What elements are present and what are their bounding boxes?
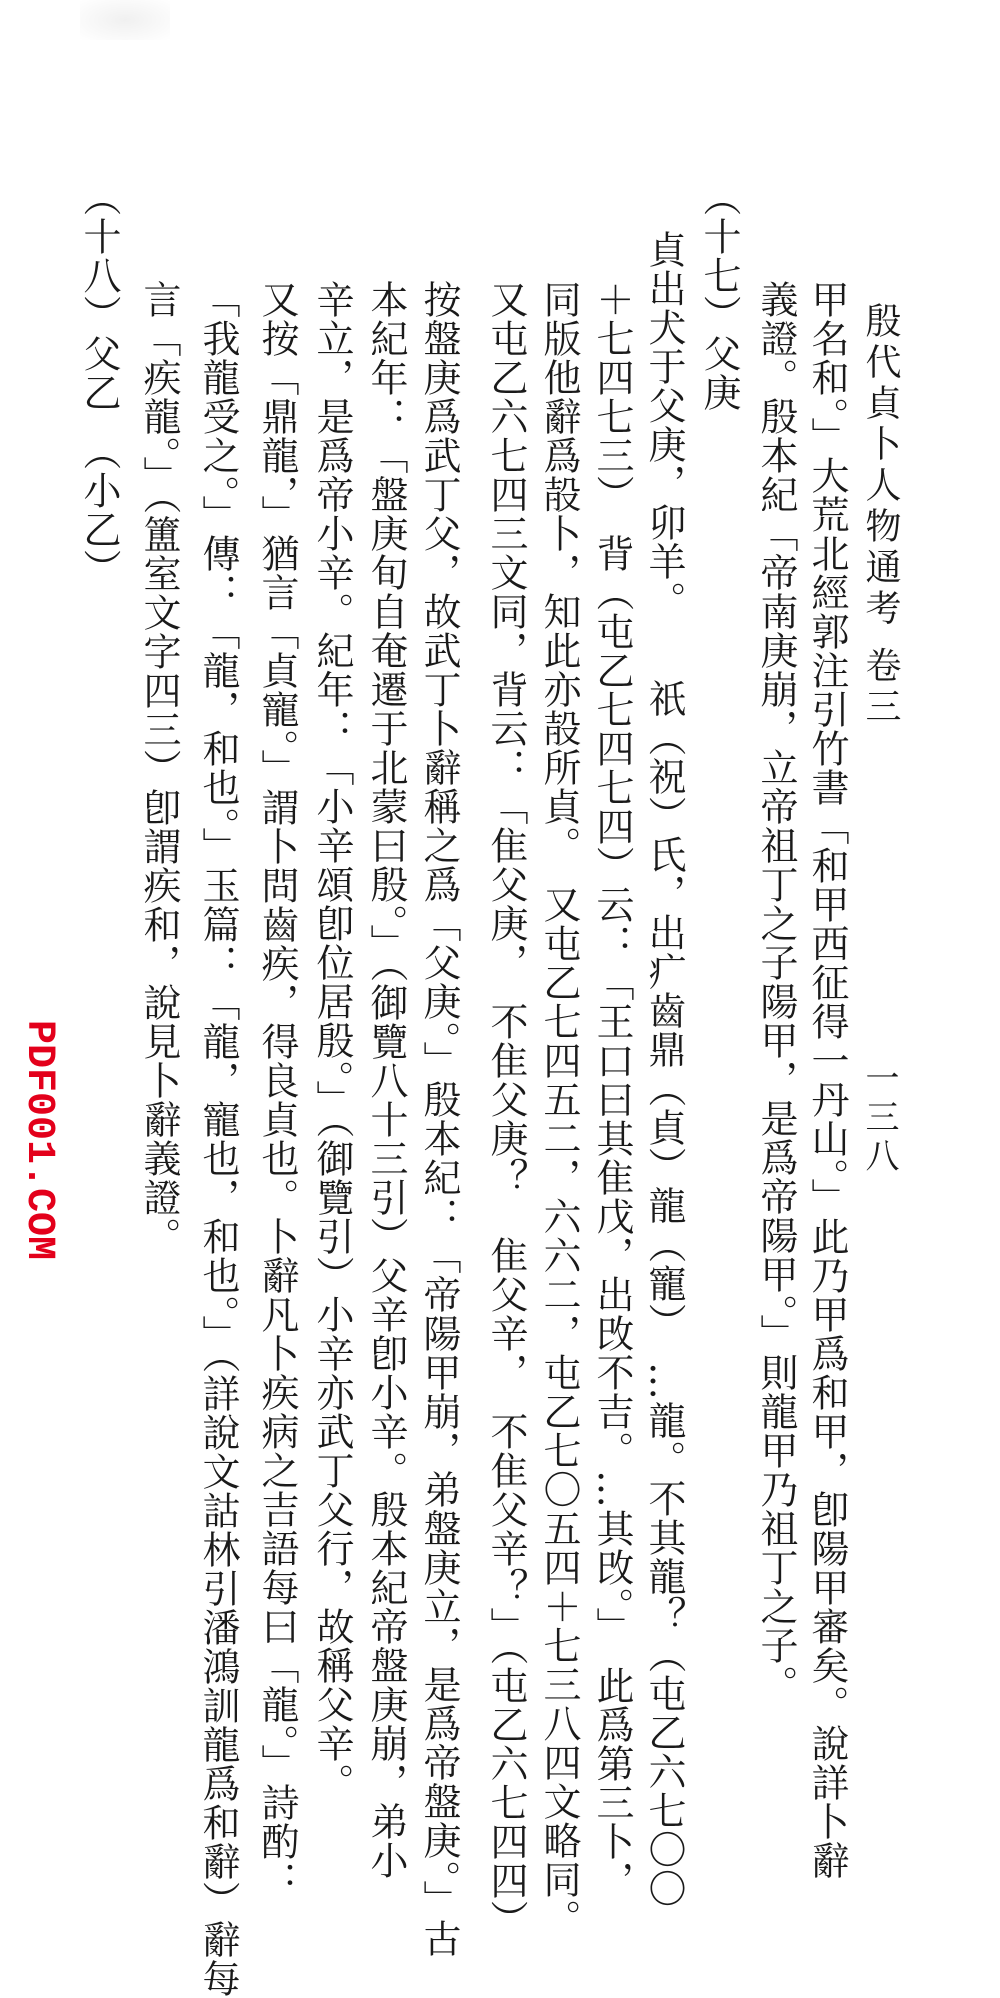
text-column-3: 貞出犬于父庚，卯羊。 祇（祝）氏，出疒齒鼎（貞）龍（寵） …龍。不其龍？（屯乙六七〇〇	[642, 230, 686, 1908]
section-heading-18: （十八）父乙 （小乙）	[77, 178, 121, 588]
section-heading-17: （十七）父庚	[697, 178, 741, 412]
text-column-9: 辛立，是爲帝小辛。紀年：「小辛頌卽位居殷。」（御覽引）小辛亦武丁父行，故稱父辛。	[310, 280, 354, 1802]
text-column-12: 言「疾龍。」（簠室文字四三）卽謂疾和，說見卜辭義證。	[137, 280, 181, 1256]
text-column-10: 又按「鼎龍，」猶言「貞寵。」謂卜問齒疾，得良貞也。卜辭凡卜疾病之吉語每曰「龍。」詩酌：	[255, 280, 299, 1900]
text-column-5: 同版他辭爲㱿卜，知此亦㱿所貞。 又屯乙七四五二，六六二，屯乙七〇五四＋七三八四文略同。	[537, 280, 581, 1938]
watermark: PDF001.COM	[16, 1020, 61, 1261]
text-column-2: 義證。殷本紀「帝南庚崩，立帝祖丁之子陽甲，是爲帝陽甲。」則龍甲乃祖丁之子。	[754, 280, 798, 1704]
text-column-7: 按盤庚爲武丁父，故武丁卜辭稱之爲「父庚。」殷本紀：「帝陽甲崩，弟盤庚立，是爲帝盤庚。」古	[417, 280, 461, 1958]
text-column-1: 甲名和。」大荒北經郭注引竹書「和甲西征得一丹山。」此乃甲爲和甲，卽陽甲審矣。說詳卜辭	[805, 280, 849, 1880]
text-column-4: ＋七四七三） 背（屯乙七四七四）云：「王口曰其隹戊，出攺不吉。…其攺。」 此爲第三卜，	[590, 280, 634, 1900]
book-title: 殷代貞卜人物通考 卷三	[860, 302, 901, 729]
page-number: 一三八	[859, 1060, 899, 1177]
scan-smudge	[80, 0, 170, 40]
text-column-8: 本紀年：「盤庚旬自奄遷于北蒙曰殷。」（御覽八十三引）父辛卽小辛。殷本紀帝盤庚崩，弟小	[364, 280, 408, 1880]
text-column-11: 「我龍受之。」傳：「龍，和也。」玉篇：「龍，寵也，和也。」（詳說文詁林引潘鴻訓龍爲和辭）辭每	[196, 280, 240, 1998]
text-column-6: 又屯乙六七四三文同，背云：「隹父庚， 不隹父庚？ 隹父辛， 不隹父辛？」（屯乙六七四四）	[484, 280, 528, 1939]
